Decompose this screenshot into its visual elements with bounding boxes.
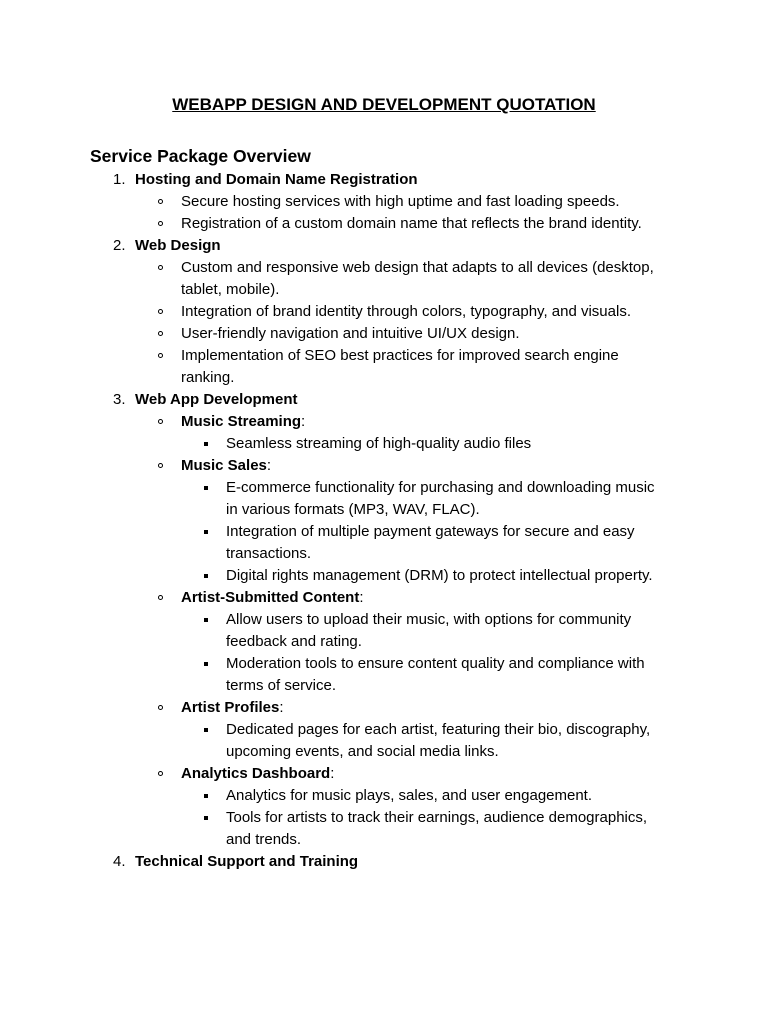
square-bullet-icon xyxy=(204,662,208,666)
feature-name: Artist-Submitted Content xyxy=(181,589,360,606)
detail-item: Dedicated pages for each artist, featuring their bio, discography, upcoming events, and social media links. xyxy=(0,719,700,763)
circle-bullet-icon xyxy=(158,331,163,336)
feature-item: Artist-Submitted Content: xyxy=(0,587,700,609)
item-title: Web Design xyxy=(135,237,221,254)
feature-name: Analytics Dashboard xyxy=(181,765,331,782)
square-bullet-icon xyxy=(204,618,208,622)
list-item: Integration of brand identity through colors, typography, and visuals. xyxy=(0,301,700,323)
detail-item: Analytics for music plays, sales, and user engagement. xyxy=(0,785,700,807)
detail-item: Tools for artists to track their earnings, audience demographics, and trends. xyxy=(0,807,700,851)
item-title: Hosting and Domain Name Registration xyxy=(135,171,418,188)
list-item: Implementation of SEO best practices for improved search engine ranking. xyxy=(0,345,700,389)
list-item: User-friendly navigation and intuitive UI/UX design. xyxy=(0,323,700,345)
circle-bullet-icon xyxy=(158,199,163,204)
service-outline xyxy=(0,169,700,873)
detail-item: Integration of multiple payment gateways for secure and easy transactions. xyxy=(0,521,700,565)
item-number: 2. xyxy=(113,237,126,254)
document-title: WEBAPP DESIGN AND DEVELOPMENT QUOTATION xyxy=(172,95,596,114)
square-bullet-icon xyxy=(204,728,208,732)
item-number: 4. xyxy=(113,853,126,870)
detail-item: E-commerce functionality for purchasing and downloading music in various formats (MP3, WAV, FLAC). xyxy=(0,477,700,521)
list-item: Secure hosting services with high uptime and fast loading speeds. xyxy=(0,191,700,213)
feature-name: Music Streaming xyxy=(181,413,302,430)
circle-bullet-icon xyxy=(158,595,163,600)
feature-item: Artist Profiles: xyxy=(0,697,700,719)
list-item: Registration of a custom domain name that reflects the brand identity. xyxy=(0,213,700,235)
circle-bullet-icon xyxy=(158,265,163,270)
outline-item xyxy=(0,235,700,257)
square-bullet-icon xyxy=(204,794,208,798)
circle-bullet-icon xyxy=(158,419,163,424)
item-number: 1. xyxy=(113,171,126,188)
circle-bullet-icon xyxy=(158,705,163,710)
feature-name: Music Sales xyxy=(181,457,267,474)
circle-bullet-icon xyxy=(158,221,163,226)
square-bullet-icon xyxy=(204,442,208,446)
item-number: 3. xyxy=(113,391,126,408)
detail-item: Moderation tools to ensure content quality and compliance with terms of service. xyxy=(0,653,700,697)
detail-item: Allow users to upload their music, with options for community feedback and rating. xyxy=(0,609,700,653)
detail-item: Seamless streaming of high-quality audio files xyxy=(0,433,700,455)
section-heading: Service Package Overview xyxy=(90,146,311,166)
feature-item: Analytics Dashboard: xyxy=(0,763,700,785)
square-bullet-icon xyxy=(204,574,208,578)
circle-bullet-icon xyxy=(158,463,163,468)
circle-bullet-icon xyxy=(158,309,163,314)
square-bullet-icon xyxy=(204,816,208,820)
feature-name: Artist Profiles xyxy=(181,699,280,716)
feature-item: Music Streaming: xyxy=(0,411,700,433)
circle-bullet-icon xyxy=(158,353,163,358)
item-title: Technical Support and Training xyxy=(135,853,359,870)
square-bullet-icon xyxy=(204,486,208,490)
feature-item: Music Sales: xyxy=(0,455,700,477)
item-title: Web App Development xyxy=(135,391,298,408)
outline-item xyxy=(0,389,700,411)
square-bullet-icon xyxy=(204,530,208,534)
list-item: Custom and responsive web design that adapts to all devices (desktop, tablet, mobile). xyxy=(0,257,700,301)
outline-item xyxy=(0,169,700,191)
outline-item xyxy=(0,851,700,873)
detail-item: Digital rights management (DRM) to protect intellectual property. xyxy=(0,565,700,587)
circle-bullet-icon xyxy=(158,771,163,776)
